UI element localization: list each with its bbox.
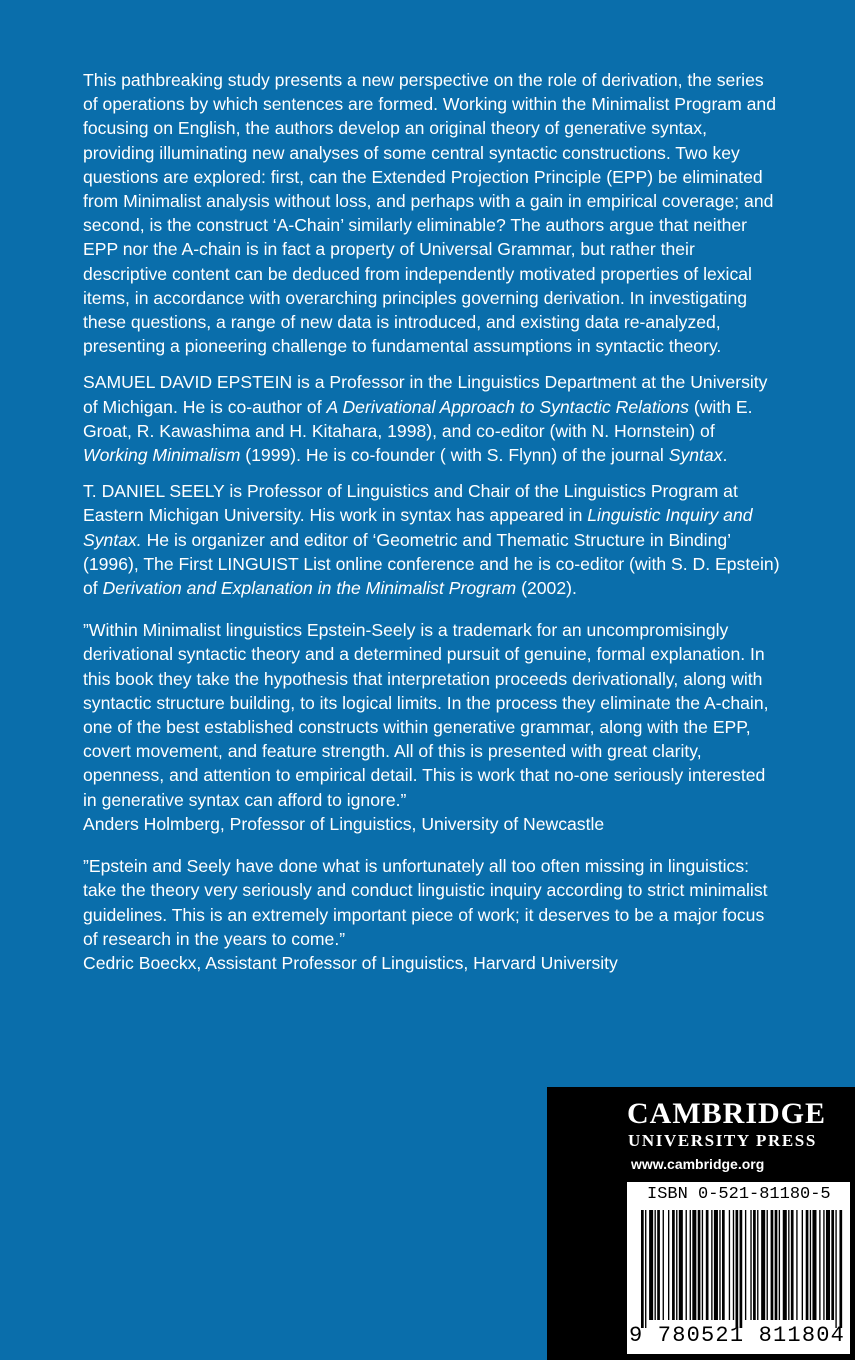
epstein-bio-text-2: (with E. Groat, R. Kawashima and H. Kitahara, 1998), and co-editor (with N. Hornstein) of — [83, 396, 753, 441]
barcode-bar — [702, 1210, 703, 1320]
barcode-bar — [686, 1210, 687, 1320]
barcode-bar — [706, 1210, 709, 1320]
barcode-bar — [722, 1210, 725, 1320]
publisher-box — [547, 1087, 855, 1360]
barcode-bar — [745, 1210, 746, 1320]
seely-bio — [83, 479, 783, 600]
epstein-bio-text-3: (1999). He is co-founder ( with S. Flynn) of the journal — [240, 445, 669, 466]
barcode-bar — [753, 1210, 756, 1320]
review-holmberg-attribution: Anders Holmberg, Professor of Linguistics, University of Newcastle — [83, 813, 605, 834]
barcode — [627, 1182, 850, 1354]
barcode-bar — [788, 1210, 789, 1320]
barcode-bar — [733, 1210, 734, 1320]
barcode-bar — [796, 1210, 797, 1320]
review-holmberg-quote: ”Within Minimalist linguistics Epstein-Seely is a trademark for an uncompromisingly derivational syntactic theory and a determined pursuit of genuine, formal explanation. In this book they take the hypothesis that interpretation proceeds derivationally, along with syntactic structure building, to its logical limits. In the process they eliminate the A-chain, one of the best established constructs within generative grammar, along with the EPP, covert movement, and feature strength. All of this is presented with great clarity, openness, and attention to empirical detail. This is work that no-one seriously interested in generative syntax can afford to ignore.” — [83, 620, 769, 810]
seely-bio-text-3: (2002). — [516, 578, 577, 599]
barcode-bar — [668, 1210, 669, 1320]
review-boeckx — [83, 854, 783, 975]
barcode-bar — [740, 1210, 743, 1328]
barcode-bar — [690, 1210, 691, 1320]
back-cover-text — [83, 68, 783, 987]
seely-bio-text-1: T. DANIEL SEELY is Professor of Linguistics and Chair of the Linguistics Program at Eastern Michigan University. His work in syntax has appeared in — [83, 481, 738, 526]
epstein-bio — [83, 370, 783, 467]
epstein-journal: Syntax — [668, 445, 723, 466]
barcode-bar — [655, 1210, 656, 1320]
epstein-bio-text-4: . — [722, 445, 728, 466]
isbn-number: ISBN 0-521-81180-5 — [647, 1185, 831, 1204]
barcode-bar — [810, 1210, 811, 1320]
barcode-bar — [663, 1210, 664, 1320]
barcode-bar — [750, 1210, 751, 1320]
barcode-bar — [736, 1210, 739, 1328]
barcode-bars — [627, 1210, 850, 1328]
barcode-bar — [761, 1210, 765, 1320]
blurb-paragraph — [83, 68, 783, 358]
barcode-bar — [679, 1210, 683, 1320]
barcode-bar — [819, 1210, 820, 1320]
review-holmberg — [83, 618, 783, 836]
publisher-logo-name: CAMBRIDGE — [627, 1097, 827, 1130]
barcode-bar — [839, 1210, 842, 1328]
barcode-bar — [791, 1210, 794, 1320]
blurb-text: This pathbreaking study presents a new perspective on the role of derivation, the series of operations by which sentences are formed. Working within the Minimalist Program and focusing on English, the authors develop an original theory of generative syntax, providing illuminating new analyses of some central syntactic constructions. Two key questions are explored: first, can the Extended Projection Principle (EPP) be eliminated from Minimalist analysis without loss, and perhaps with a gain in empirical coverage; and second, is the construct ‘A-Chain’ similarly eliminable? The authors argue that neither EPP nor the A-chain is in fact a property of Universal Grammar, but rather their descriptive content can be deduced from independently motivated properties of lexical items, in accordance with overarching principles governing derivation. In investigating these questions, a range of new data is introduced, and existing data re-analyzed, presenting a pioneering challenge to fundamental assumptions in syntactic theory. — [83, 70, 776, 357]
barcode-bar — [831, 1210, 834, 1320]
barcode-bar — [649, 1210, 653, 1320]
barcode-bar — [802, 1210, 803, 1320]
review-boeckx-attribution: Cedric Boeckx, Assistant Professor of Linguistics, Harvard University — [83, 952, 618, 973]
barcode-bar — [729, 1210, 730, 1320]
publisher-url: www.cambridge.org — [631, 1156, 765, 1172]
review-boeckx-quote: ”Epstein and Seely have done what is unfortunately all too often missing in linguistics: take the theory very seriously and conduct linguistic inquiry according to strict minimalist guidelines. This is an extremely important piece of work; it deserves to be a major focus of research in the years to come.” — [83, 856, 768, 949]
barcode-bar — [771, 1210, 774, 1320]
barcode-bar — [806, 1210, 809, 1320]
barcode-bar — [779, 1210, 780, 1320]
barcode-bar — [672, 1210, 675, 1320]
barcode-bar — [692, 1210, 696, 1320]
epstein-book-2: Working Minimalism — [83, 445, 241, 466]
barcode-bar — [823, 1210, 824, 1320]
barcode-bar — [783, 1210, 787, 1320]
barcode-bar — [757, 1210, 758, 1320]
seely-journals: Linguistic Inquiry and Syntax. — [83, 505, 753, 550]
barcode-bar — [812, 1210, 816, 1320]
seely-book: Derivation and Explanation in the Minimalist Program — [102, 578, 517, 599]
barcode-bar — [719, 1210, 720, 1320]
barcode-bar — [775, 1210, 778, 1320]
barcode-bar — [826, 1210, 830, 1320]
seely-bio-text-2: He is organizer and editor of ‘Geometric and Thematic Structure in Binding’ (1996), The First LINGUIST List online conference and he is co-editor (with S. D. Epstein) of — [83, 529, 780, 599]
barcode-bar — [698, 1210, 701, 1320]
barcode-bar — [835, 1210, 836, 1328]
epstein-bio-text-1: SAMUEL DAVID EPSTEIN is a Professor in the Linguistics Department at the University of Michigan. He is co-author of — [83, 372, 768, 417]
barcode-bar — [711, 1210, 712, 1320]
epstein-book-1: A Derivational Approach to Syntactic Relations — [326, 396, 689, 417]
ean-number: 9 780521 811804 — [629, 1323, 846, 1348]
barcode-bar — [676, 1210, 677, 1320]
barcode-bar — [645, 1210, 646, 1328]
barcode-bar — [767, 1210, 768, 1320]
barcode-bar — [641, 1210, 644, 1328]
barcode-bar — [714, 1210, 718, 1320]
barcode-bar — [657, 1210, 660, 1320]
publisher-logo-press: UNIVERSITY PRESS — [628, 1131, 817, 1150]
